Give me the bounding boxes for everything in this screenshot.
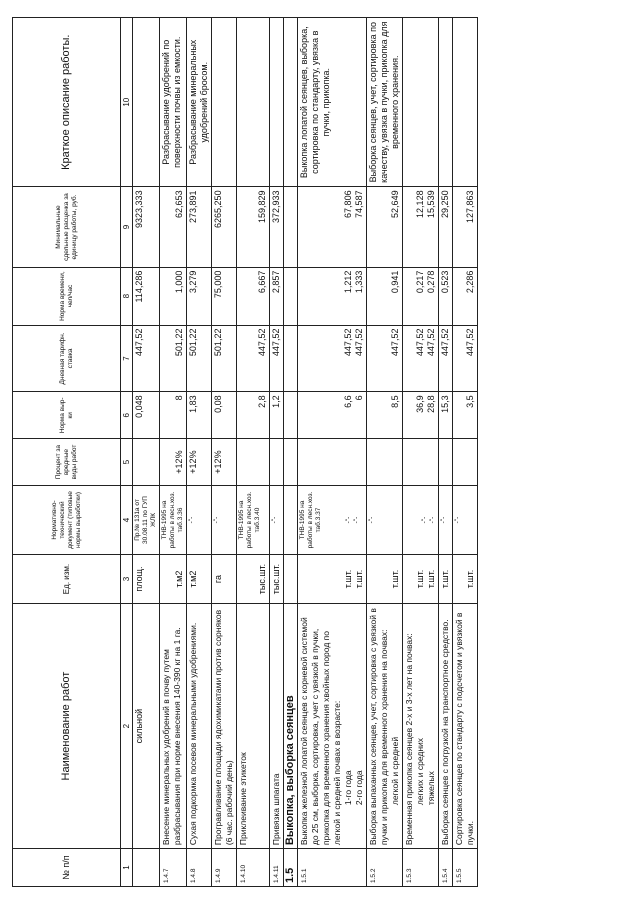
- work-name: Сухая подкормка посевов минеральными удобрениями.: [187, 604, 212, 849]
- time-norm: 2,286: [453, 267, 478, 325]
- rate-2: 447,52: [354, 328, 364, 357]
- norm-doc-2: -"-: [353, 516, 360, 524]
- price: 9323,333: [133, 187, 160, 267]
- index-cell: 3: [121, 555, 133, 604]
- time-norm: 0,523: [439, 267, 453, 325]
- section-row: [284, 18, 298, 887]
- price-2: 15,539: [426, 190, 436, 218]
- row-number: 1.4.11: [270, 849, 284, 887]
- norm-doc: ТНВ-1995 на работы в лесн.хоз. таб.3.36: [160, 485, 187, 554]
- work-name: [367, 604, 403, 849]
- price: 62,653: [160, 187, 187, 267]
- time-norm: 2,857: [270, 267, 284, 325]
- col-header-desc: Краткое описание работы.: [13, 18, 121, 187]
- table-row: [187, 18, 212, 887]
- price-2: 74,587: [354, 190, 364, 218]
- unit: т.шт.: [367, 555, 403, 604]
- time-norm: [298, 267, 367, 325]
- index-cell: 2: [121, 604, 133, 849]
- percent: +12%: [160, 439, 187, 486]
- norm-doc-1: -"-: [421, 516, 428, 524]
- norm-output: [403, 392, 439, 439]
- norm-output: 0,08: [212, 392, 237, 439]
- unit: т.шт.: [453, 555, 478, 604]
- work-name: Привязка шпагата: [270, 604, 284, 849]
- day-rate: 501,22: [187, 325, 212, 392]
- col-header-doc: Нормативно-технический документ (типовые нормы выработки): [13, 485, 121, 554]
- index-cell: 4: [121, 485, 133, 554]
- price: [298, 187, 367, 267]
- work-name: Програвливание площади ядохимикатами против сорняков (6 час. рабочий день): [212, 604, 237, 849]
- price: 159,829: [237, 187, 270, 267]
- description: [453, 18, 478, 187]
- index-row: [121, 18, 133, 887]
- row-number: 1.5.5: [453, 849, 478, 887]
- day-rate: 447,52: [367, 325, 403, 392]
- norm-output: 1,83: [187, 392, 212, 439]
- time-1: 0,217: [415, 270, 425, 294]
- unit: площ.: [133, 555, 160, 604]
- time-norm: 6,667: [237, 267, 270, 325]
- norm-doc: -"-: [453, 485, 478, 554]
- norm-1: 6,6: [343, 395, 353, 408]
- price: 29,250: [439, 187, 453, 267]
- row-number: 1.5.1: [298, 849, 367, 887]
- unit-1: т.шт.: [415, 569, 425, 589]
- description: Выкопка лопатой сеянцев, выборка, сортировка по стандарту, увязка в пучки, прикопка.: [298, 18, 367, 187]
- unit-2: т.шт.: [426, 569, 436, 589]
- day-rate: 447,52: [453, 325, 478, 392]
- index-cell: 6: [121, 392, 133, 439]
- description: [212, 18, 237, 187]
- row-number: 1.4.10: [237, 849, 270, 887]
- day-rate: 447,52: [237, 325, 270, 392]
- norm-output: 8: [160, 392, 187, 439]
- description: [133, 18, 160, 187]
- time-2: 1,333: [354, 270, 364, 294]
- row-number: 1.5.4: [439, 849, 453, 887]
- norm-doc: -"-: [367, 485, 403, 554]
- col-header-unit: Ед. изм.: [13, 555, 121, 604]
- work-sub-1: легких и средних: [415, 737, 425, 806]
- work-name: Приклеивание этикеток: [237, 604, 270, 849]
- norm-1: 36,9: [415, 395, 425, 413]
- work-name: [298, 604, 367, 849]
- norm-output: 2,8: [237, 392, 270, 439]
- norm-doc: [403, 485, 439, 554]
- row-number: 1.4.7: [160, 849, 187, 887]
- description: Выборка сеянцев, учет, сортировка по качеству, увязка в пучки, прикопка для временного хранения.: [367, 18, 403, 187]
- work-sub-2: 2-го года: [354, 770, 364, 806]
- percent: [133, 439, 160, 486]
- section-title: Выкопка, выборка сеянцев: [284, 604, 298, 849]
- time-norm: [403, 267, 439, 325]
- norm-doc: -"-: [212, 485, 237, 554]
- day-rate: 501,22: [160, 325, 187, 392]
- table-row: [403, 18, 439, 887]
- row-number: 1.5.2: [367, 849, 403, 887]
- unit: [298, 555, 367, 604]
- norm-output: 3,5: [453, 392, 478, 439]
- price: 6265,250: [212, 187, 237, 267]
- description: Разбрасывание удобрений по поверхности почвы из емкости.: [160, 18, 187, 187]
- price-1: 67,806: [343, 190, 353, 218]
- work-name: Внесение минеральных удобрений в почву путем разбрасывания при норме внесения 140-390 кг на 1 га.: [160, 604, 187, 849]
- work-sub-1: легкой и средней: [390, 736, 400, 806]
- table-row: [453, 18, 478, 887]
- norm-2: 28,8: [426, 395, 436, 413]
- unit: тыс.шт.: [270, 555, 284, 604]
- day-rate: [298, 325, 367, 392]
- unit: тыс.шт.: [237, 555, 270, 604]
- table-row: [237, 18, 270, 887]
- norm-doc-ref: ТНВ-1995 на работы в лесн.хоз. таб.3.37: [299, 491, 322, 549]
- price: 273,891: [187, 187, 212, 267]
- work-name: Выборка сеянцев с погрузкой на транспортное средство.: [439, 604, 453, 849]
- index-cell: 8: [121, 267, 133, 325]
- percent: [237, 439, 270, 486]
- norm-output: 8,5: [367, 392, 403, 439]
- price: 52,649: [367, 187, 403, 267]
- rates-table: [12, 17, 478, 887]
- work-name-main: Выкопка железной лопатой сеянцев с корневой системой до 25 см, выборка, сортировка, учет с увязкой в пучки, прикопка для временного хранения хвойных пород по легкой и средней почвах в возрасте:: [299, 617, 342, 846]
- unit-2: т.шт.: [354, 569, 364, 589]
- percent: +12%: [212, 439, 237, 486]
- description: [439, 18, 453, 187]
- row-number: 1.4.9: [212, 849, 237, 887]
- price: [403, 187, 439, 267]
- time-1: 1,212: [343, 270, 353, 294]
- day-rate: 447,52: [439, 325, 453, 392]
- norm-output: 0,048: [133, 392, 160, 439]
- col-header-price: Минимальные сдельные расценка за единицу работы, руб.: [13, 187, 121, 267]
- work-name-main: Временная прикопка сеянцев 2-х и 3-х лет на почвах:: [404, 633, 414, 846]
- unit-1: т.шт.: [343, 569, 353, 589]
- day-rate: [403, 325, 439, 392]
- index-cell: 7: [121, 325, 133, 392]
- table-row: [212, 18, 237, 887]
- table-row: [298, 18, 367, 887]
- norm-doc-2: -"-: [429, 516, 436, 524]
- work-name-main: Выборка выпаханных сеянцев, учет, сортировка с увязкой в пучки и прикопка для временного хранения на почвах:: [368, 608, 389, 846]
- unit: га: [212, 555, 237, 604]
- col-header-time: Норма времени, чел/час: [13, 267, 121, 325]
- price: 127,863: [453, 187, 478, 267]
- table-row: [270, 18, 284, 887]
- col-header-name: Наименование работ: [13, 604, 121, 849]
- norm-output: 1,2: [270, 392, 284, 439]
- time-norm: 114,286: [133, 267, 160, 325]
- col-header-pct: Процент за вредные виды работ: [13, 439, 121, 486]
- percent: [270, 439, 284, 486]
- index-cell: 9: [121, 187, 133, 267]
- description: [270, 18, 284, 187]
- description: Разбрасывание минеральных удобрений бросом.: [187, 18, 212, 187]
- rate-2: 447,52: [426, 328, 436, 357]
- day-rate: 447,52: [133, 325, 160, 392]
- header-row: [13, 18, 121, 887]
- col-header-rate: Дневная тарифн. ставка: [13, 325, 121, 392]
- table-row: [367, 18, 403, 887]
- norm-doc: [298, 485, 367, 554]
- col-header-norm: Норма выр-ки: [13, 392, 121, 439]
- time-norm: 0,941: [367, 267, 403, 325]
- row-number: 1.5.3: [403, 849, 439, 887]
- norm-doc: Пр.№ 131а от 30.08.11 по ГУП ЖЛК: [133, 485, 160, 554]
- section-number: 1.5: [284, 849, 298, 887]
- norm-2: 6: [354, 395, 364, 401]
- percent: +12%: [187, 439, 212, 486]
- norm-doc: -"-: [439, 485, 453, 554]
- price-1: 12,128: [415, 190, 425, 218]
- work-name: сильной: [133, 604, 160, 849]
- row-number: [133, 849, 160, 887]
- time-norm: 1,000: [160, 267, 187, 325]
- col-header-num: № п/п: [13, 849, 121, 887]
- norm-doc-1: -"-: [345, 516, 352, 524]
- unit: т.м2: [160, 555, 187, 604]
- index-cell: 1: [121, 849, 133, 887]
- day-rate: 447,52: [270, 325, 284, 392]
- index-cell: 10: [121, 18, 133, 187]
- unit: т.шт.: [439, 555, 453, 604]
- rate-1: 447,52: [415, 328, 425, 357]
- work-sub-2: тяжелых: [426, 771, 436, 806]
- description: [403, 18, 439, 187]
- work-name: [403, 604, 439, 849]
- norm-output: 15,3: [439, 392, 453, 439]
- row-number: 1.4.8: [187, 849, 212, 887]
- time-2: 0,278: [426, 270, 436, 294]
- norm-doc: -"-: [270, 485, 284, 554]
- rate-1: 447,52: [343, 328, 353, 357]
- unit: т.м2: [187, 555, 212, 604]
- price: 372,933: [270, 187, 284, 267]
- unit: [403, 555, 439, 604]
- table-row: [133, 18, 160, 887]
- work-sub-1: 1-го года: [343, 770, 353, 806]
- norm-doc: ТНВ-1995 на работы в лесн.хоз. таб.3.40: [237, 485, 270, 554]
- time-norm: 3,279: [187, 267, 212, 325]
- table-row: [160, 18, 187, 887]
- index-cell: 5: [121, 439, 133, 486]
- description: [237, 18, 270, 187]
- norm-doc: -"-: [187, 485, 212, 554]
- work-name: Сортировка сеянцев по стандарту с подсчетом и увязкой в пучки.: [453, 604, 478, 849]
- norm-output: [298, 392, 367, 439]
- day-rate: 501,22: [212, 325, 237, 392]
- time-norm: 75,000: [212, 267, 237, 325]
- table-row: [439, 18, 453, 887]
